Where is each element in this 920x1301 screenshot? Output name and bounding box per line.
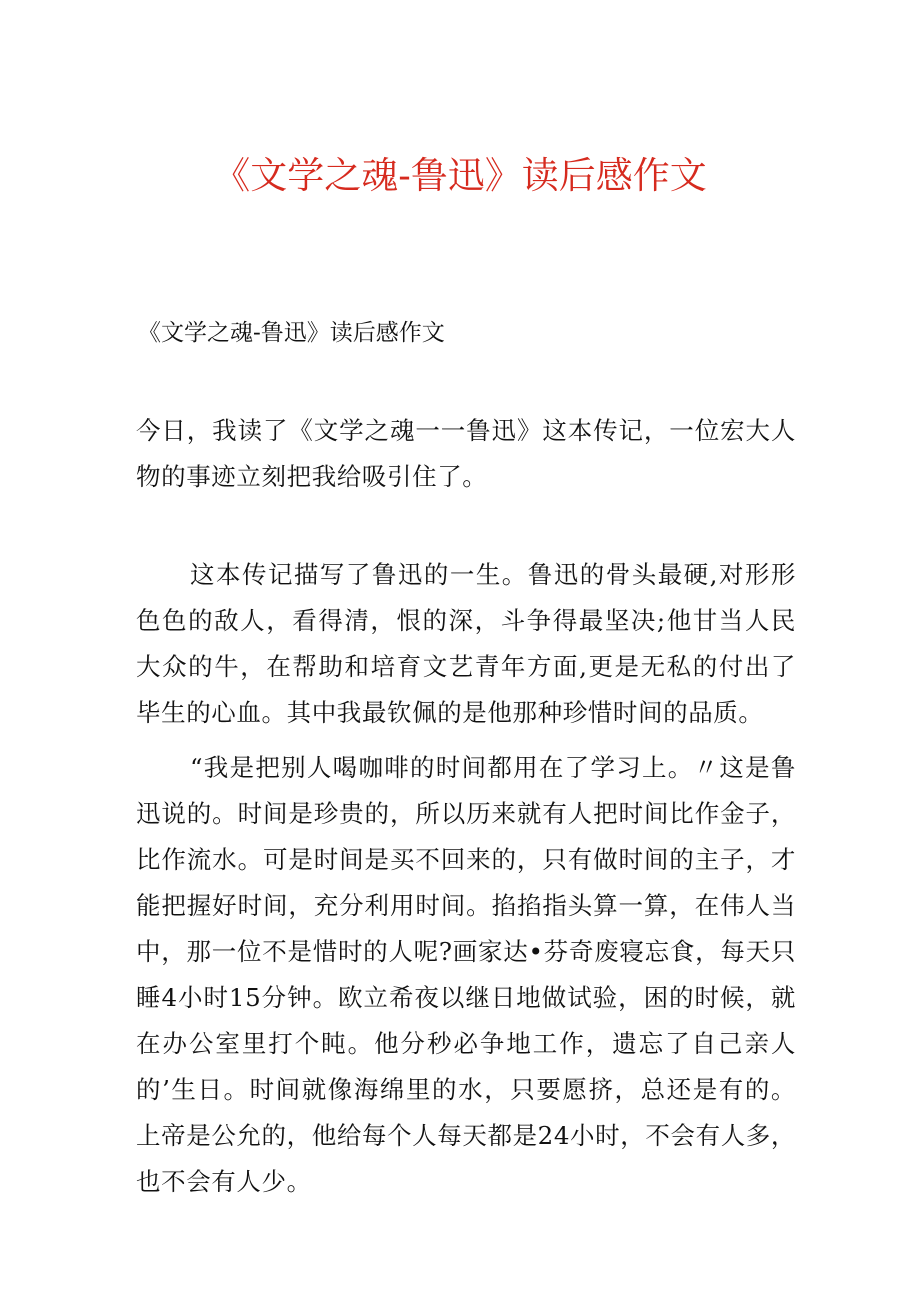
paragraph-3: “我是把别人喝咖啡的时间都用在了学习上。〃这是鲁迅说的。时间是珍贵的，所以历来就有人把时间比作金子，比作流水。可是时间是买不回来的，只有做时间的主子，才能把握好时间，充分利用时间。掐掐指头算一算，在伟人当中，那一位不是惜时的人呢?画家达•芬奇废寝忘食，每天只睡4小时15分钟。欧立希夜以继日地做试验，困的时候，就在办公室里打个盹。他分秒必争地工作，遗忘了自己亲人的’生日。时间就像海绵里的水，只要愿挤，总还是有的。上帝是公允的，他给每个人每天都是24小时，不会有人多，也不会有人少。 (136, 753, 796, 1196)
document-subtitle: 《文学之魂-鲁迅》读后感作文 (138, 320, 445, 346)
paragraph-2: 这本传记描写了鲁迅的一生。鲁迅的骨头最硬,对形形色色的敌人，看得清，恨的深，斗争得最坚决;他甘当人民大众的牛，在帮助和培育文艺青年方面,更是无私的付出了毕生的心血。其中我最钦佩的是他那种珍惜时间的品质。 (136, 560, 796, 727)
document-title: 《文学之魂-鲁迅》读后感作文 (213, 154, 707, 197)
paragraph-1: 今日，我读了《文学之魂一一鲁迅》这本传记，一位宏大人物的事迹立刻把我给吸引住了。 (136, 416, 796, 491)
